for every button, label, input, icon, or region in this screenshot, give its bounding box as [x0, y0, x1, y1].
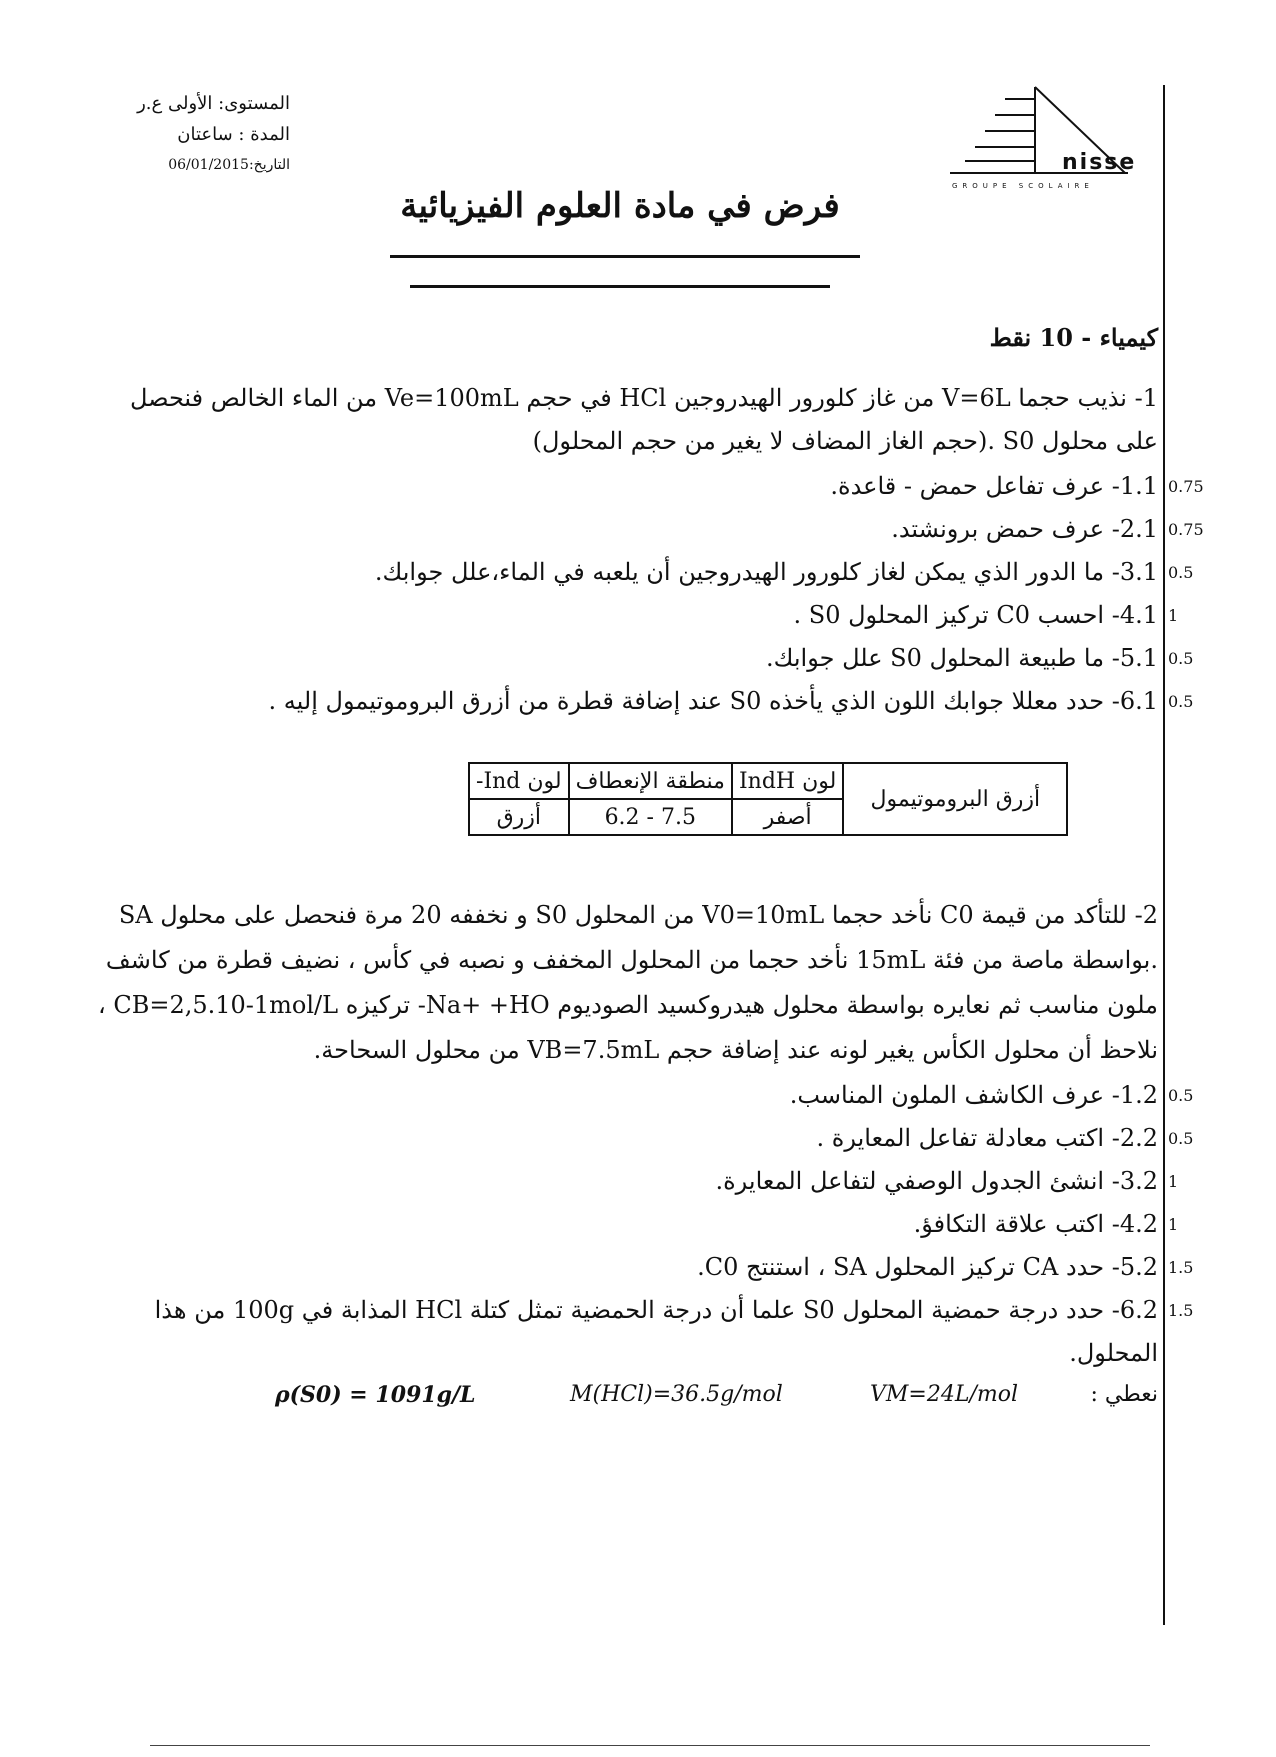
indicator-table [468, 762, 1068, 836]
section-title-chemistry: كيمياء - 10 نقط [989, 323, 1158, 352]
question-points: 1 [1168, 1172, 1179, 1191]
question-text: 5.1- ما طبيعة المحلول S0 علل جوابك. [766, 644, 1158, 672]
constant-molar-mass: M(HCl)=36.5g/mol [570, 1382, 783, 1407]
question-points: 0.5 [1168, 692, 1194, 711]
table-cell: أزرق [469, 799, 569, 835]
page-title: فرض في مادة العلوم الفيزيائية [400, 186, 840, 226]
question-text: 2.1- عرف حمض برونشتد. [891, 515, 1158, 543]
intro-line: نلاحظ أن محلول الكأس يغير لونه عند إضافة حجم VB=7.5mL من محلول السحاحة. [313, 1036, 1158, 1064]
question-text: 4.1- احسب C0 تركيز المحلول S0 . [793, 601, 1158, 629]
table-cell: 7.5 - 6.2 [569, 799, 732, 835]
question-text: 4.2- اكتب علاقة التكافؤ. [913, 1210, 1158, 1238]
intro-line: على محلول S0 .(حجم الغاز المضاف لا يغير من حجم المحلول) [532, 427, 1158, 455]
header-info [137, 88, 290, 181]
question-points: 0.75 [1168, 520, 1204, 539]
question-text: 1.2- عرف الكاشف الملون المناسب. [789, 1081, 1158, 1109]
intro-line: ملون مناسب ثم نعايره بواسطة محلول هيدروكسيد الصوديوم Na+ +HO- تركيزه CB=2,5.10-1mol/L ، [97, 991, 1158, 1019]
table-header: لون Ind- [469, 763, 569, 799]
title-underline-top [390, 255, 860, 258]
question-points: 1 [1168, 1215, 1179, 1234]
question-points: 1.5 [1168, 1301, 1194, 1320]
intro-line: .بواسطة ماصة من فئة 15mL نأخد حجما من المحلول المخفف و نصبه في كأس ، نضيف قطرة من كاشف [105, 946, 1158, 974]
question-points: 1 [1168, 606, 1179, 625]
bottom-rule [150, 1745, 1150, 1746]
level-text: المستوى: الأولى ع.ر [137, 93, 290, 114]
points-margin-line [1163, 85, 1165, 1625]
logo-name: nisse [1062, 150, 1137, 175]
date-text: التاريخ:06/01/2015 [168, 157, 290, 173]
table-cell: أصفر [732, 799, 843, 835]
question-text: 5.2- حدد CA تركيز المحلول SA ، استنتج C0. [697, 1253, 1158, 1281]
duration-text: المدة : ساعتان [177, 124, 290, 145]
question-points: 0.5 [1168, 1129, 1194, 1148]
question-points: 0.75 [1168, 477, 1204, 496]
logo-subtitle: GROUPE SCOLAIRE [952, 182, 1094, 190]
school-logo-icon [950, 85, 1130, 195]
intro-line: 1- نذيب حجما V=6L من غاز كلورور الهيدروجين HCl في حجم Ve=100mL من الماء الخالص فنحصل [129, 384, 1158, 412]
question-points: 1.5 [1168, 1258, 1194, 1277]
intro-line: 2- للتأكد من قيمة C0 نأخد حجما V0=10mL من المحلول S0 و نخففه 20 مرة فنحصل على محلول SA [118, 901, 1158, 929]
question-text: 3.1- ما الدور الذي يمكن لغاز كلورور الهيدروجين أن يلعبه في الماء،علل جوابك. [374, 558, 1158, 586]
indicator-name: أزرق البروموتيمول [843, 763, 1067, 835]
question-points: 0.5 [1168, 563, 1194, 582]
question-text: 6.2- حدد درجة حمضية المحلول S0 علما أن درجة الحمضية تمثل كتلة HCl المذابة في 100g من هذا [154, 1296, 1158, 1324]
constants-label: نعطي : [1090, 1382, 1158, 1407]
table-header: لون IndH [732, 763, 843, 799]
table-header: منطقة الإنعطاف [569, 763, 732, 799]
constant-density: ρ(S0) = 1091g/L [275, 1382, 476, 1408]
constant-vm: VM=24L/mol [870, 1382, 1019, 1407]
title-underline-bottom [410, 285, 830, 288]
question-points: 0.5 [1168, 1086, 1194, 1105]
question-text: 6.1- حدد معللا جوابك اللون الذي يأخذه S0 عند إضافة قطرة من أزرق البروموتيمول إليه . [268, 687, 1158, 715]
question-text: 3.2- انشئ الجدول الوصفي لتفاعل المعايرة. [715, 1167, 1158, 1195]
question-text: 1.1- عرف تفاعل حمض - قاعدة. [830, 472, 1158, 500]
question-points: 0.5 [1168, 649, 1194, 668]
question-text: 2.2- اكتب معادلة تفاعل المعايرة . [816, 1124, 1158, 1152]
question-continuation: المحلول. [1069, 1339, 1158, 1367]
table-row [469, 763, 1067, 799]
